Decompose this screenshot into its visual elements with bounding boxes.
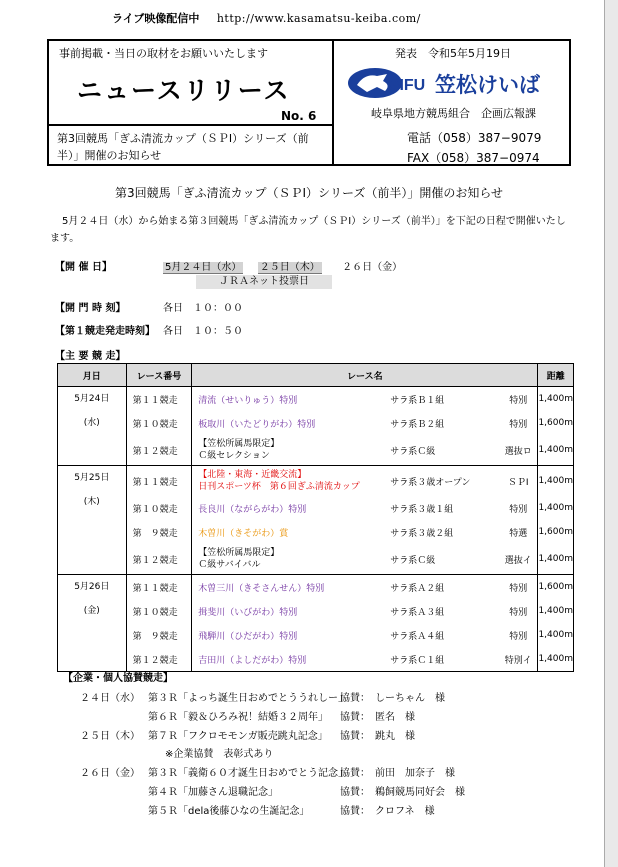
race-grade: 特別: [509, 395, 528, 406]
first-race-label: 【第１競走発走時刻】: [55, 326, 155, 337]
fax: FAX（058）387−0974: [407, 151, 540, 165]
race-distance: 1,400m: [538, 476, 573, 486]
race-class: サラ系Ｂ１組: [390, 395, 445, 406]
race-name: Ｃ級サバイバル: [198, 560, 261, 570]
race-class: サラ系Ｂ２組: [390, 419, 445, 430]
main-races-table: [57, 363, 574, 672]
sponsor-label: 【企業・個人協賛競走】: [63, 673, 173, 684]
race-name: 飛騨川（ひだがわ）特別: [198, 631, 298, 642]
race-grade: 特別イ: [504, 655, 532, 666]
race-grade: 特別: [509, 504, 528, 515]
race-name-block: [198, 547, 279, 571]
race-name: 清流（せいりゅう）特別: [198, 395, 298, 406]
first-race-value: 各日 １０：５０: [163, 326, 243, 337]
sponsor-by: 協賛： クロフネ 様: [340, 806, 435, 817]
race-number-cell: [126, 387, 192, 466]
race-distance: 1,400m: [538, 503, 573, 513]
date-cell: [58, 387, 127, 466]
race-grade: 特別: [509, 607, 528, 618]
sponsor-note: ※企業協賛 表彰式あり: [165, 749, 274, 760]
race-grade: 特別: [509, 583, 528, 594]
sponsor-by: 協賛： 跳丸 様: [340, 731, 415, 742]
date-3: ２６日（金）: [342, 262, 403, 273]
race-number: 第１１競走: [132, 583, 178, 594]
race-name: 木曽川（きそがわ）賞: [198, 528, 289, 539]
race-distance: 1,600m: [538, 418, 573, 428]
day-row-24: [58, 387, 574, 466]
release-subject: 第3回競馬「ぎふ清流カップ（ＳＰⅠ）シリーズ（前半）」開催のお知らせ: [57, 132, 309, 162]
race-number-cell: [126, 575, 192, 672]
race-class: サラ系Ｃ１組: [390, 655, 445, 666]
race-line: [192, 647, 537, 671]
day-row-25: [58, 466, 574, 575]
table-header-row: [58, 364, 574, 387]
race-name-cell: [192, 575, 538, 672]
race-name: 吉田川（よしだがわ）特別: [198, 655, 307, 666]
main-races-label: 【主 要 競 走】: [55, 351, 126, 362]
race-line: [192, 575, 537, 599]
date-1: 5月２４日（水）: [165, 262, 242, 273]
sponsor-by: 協賛： 匿名 様: [340, 712, 415, 723]
race-line: [192, 520, 537, 544]
race-name: 板取川（いたどりがわ）特別: [198, 419, 316, 430]
sponsor-by: 協賛： しーちゃん 様: [340, 693, 445, 704]
race-class: サラ系Ａ４組: [390, 631, 445, 642]
sponsor-race: 第３Ｒ「よっち誕生日おめでとううれしー」: [148, 693, 348, 704]
race-distance: 1,400m: [538, 445, 573, 455]
release-date: 発表 令和5年5月19日: [395, 47, 511, 60]
race-distance: 1,400m: [538, 654, 573, 664]
race-number: 第１０競走: [132, 504, 178, 515]
race-name: 揖斐川（いびがわ）特別: [198, 607, 298, 618]
race-line: [192, 466, 537, 496]
release-number: No. 6: [281, 109, 317, 123]
race-number-cell: [126, 466, 192, 575]
logo-text: 笠松けいば: [435, 73, 540, 97]
header-divider-horizontal: [49, 124, 332, 126]
race-line: [192, 387, 537, 411]
race-distance: 1,600m: [538, 527, 573, 537]
sponsor-by: 協賛： 前田 加奈子 様: [340, 768, 455, 779]
race-name-prefix: 【北陸・東海・近畿交流】: [198, 470, 307, 480]
race-class: サラ系Ｃ級: [390, 555, 436, 566]
day-weekday: (水): [83, 418, 100, 428]
date-2: ２５日（木）: [259, 262, 320, 273]
header-distance: 距離: [538, 364, 574, 387]
logo-prefix: GIFU: [387, 77, 426, 94]
race-line: [192, 599, 537, 623]
date-cell: [58, 466, 127, 575]
sponsor-by: 協賛： 鵜飼競馬同好会 様: [340, 787, 465, 798]
sponsor-race: 第３Ｒ「義衛６０才誕生日おめでとう記念」: [148, 768, 348, 779]
race-grade: 特選: [509, 528, 528, 539]
sponsor-day: ２５日（木）: [80, 731, 140, 742]
race-line: [192, 411, 537, 435]
race-distance: 1,600m: [538, 582, 573, 592]
day-date: 5月26日: [74, 582, 110, 592]
release-header-box: [47, 39, 571, 166]
race-name: 日刊スポーツ杯 第６回ぎふ清流カップ: [198, 482, 360, 492]
race-name: Ｃ級セレクション: [198, 451, 270, 461]
race-distance: 1,400m: [538, 554, 573, 564]
race-distance: 1,400m: [538, 394, 573, 404]
race-number: 第１１競走: [132, 395, 178, 406]
day-weekday: (木): [83, 497, 100, 507]
website-url[interactable]: http://www.kasamatsu-keiba.com/: [216, 12, 421, 25]
header-date: 月日: [58, 364, 127, 387]
live-label: ライブ映像配信中: [112, 12, 200, 25]
document-title: 第3回競馬「ぎふ清流カップ（ＳＰⅠ）シリーズ（前半）」開催のお知らせ: [114, 186, 504, 200]
header-race-name: レース名: [192, 364, 538, 387]
sponsor-race: 第７Ｒ「フクロモモンガ販売跳丸記念」: [148, 731, 328, 742]
kasamatsu-keiba-logo: [347, 67, 559, 99]
day-weekday: (金): [83, 606, 100, 616]
distance-cell: [538, 387, 574, 466]
race-number: 第１０競走: [132, 419, 178, 430]
race-name-cell: [192, 466, 538, 575]
page-shadow: [605, 0, 618, 867]
race-name-block: [198, 438, 279, 462]
race-class: サラ系３歳２組: [390, 528, 454, 539]
header-divider-vertical: [332, 41, 334, 164]
race-class: サラ系３歳オープン: [390, 477, 471, 488]
sponsor-race: 第５Ｒ「dela後藤ひなの生誕記念」: [148, 806, 310, 817]
phone: 電話（058）387−9079: [407, 131, 542, 145]
jra-note: ＪＲＡネット投票日: [196, 275, 332, 289]
distance-cell: [538, 466, 574, 575]
gate-open-label: 【開 門 時 刻】: [55, 303, 126, 314]
race-number: 第１１競走: [132, 477, 178, 488]
race-line: [192, 496, 537, 520]
race-line: [192, 435, 537, 465]
gate-open-value: 各日 １０：００: [163, 303, 243, 314]
race-number: 第 ９競走: [132, 528, 178, 539]
race-name-prefix: 【笠松所属馬限定】: [198, 439, 280, 449]
race-number: 第１２競走: [132, 655, 178, 666]
dates-label: 【開 催 日】: [55, 262, 112, 273]
header-race-number: レース番号: [126, 364, 192, 387]
race-grade: 選抜ロ: [504, 446, 532, 457]
race-number: 第１２競走: [132, 555, 178, 566]
sponsor-race: 第６Ｒ「毅＆ひろみ祝！結婚３２周年」: [148, 712, 328, 723]
race-number: 第１０競走: [132, 607, 178, 618]
race-name-prefix: 【笠松所属馬限定】: [198, 548, 280, 558]
press-note: 事前掲載・当日の取材をお願いいたします: [59, 47, 268, 60]
sponsor-race: 第４Ｒ「加藤さん退職記念」: [148, 787, 278, 798]
race-grade: 特別: [509, 631, 528, 642]
race-class: サラ系Ａ３組: [390, 607, 445, 618]
race-class: サラ系３歳１組: [390, 504, 454, 515]
release-title: ニュースリリース: [77, 76, 291, 105]
race-number: 第１２競走: [132, 446, 178, 457]
race-number: 第 ９競走: [132, 631, 178, 642]
race-line: [192, 544, 537, 574]
race-name-cell: [192, 387, 538, 466]
race-class: サラ系Ｃ級: [390, 446, 436, 457]
sponsor-day: ２４日（水）: [80, 693, 140, 704]
dates-values: [163, 258, 402, 273]
day-row-26: [58, 575, 574, 672]
live-stream-line: [112, 10, 421, 26]
race-grade: 特別: [509, 419, 528, 430]
day-date: 5月25日: [74, 473, 110, 483]
sponsor-day: ２６日（金）: [80, 768, 140, 779]
race-grade: ＳＰⅠ: [507, 477, 529, 488]
day-date: 5月24日: [74, 394, 110, 404]
organization: 岐阜県地方競馬組合 企画広報課: [371, 107, 536, 120]
distance-cell: [538, 575, 574, 672]
date-cell: [58, 575, 127, 672]
race-class: サラ系Ａ２組: [390, 583, 445, 594]
race-name: 長良川（ながらがわ）特別: [198, 504, 307, 515]
intro-paragraph: 5月２４日（水）から始まる第３回競馬「ぎふ清流カップ（ＳＰⅠ）シリーズ（前半）」を下記の日程で開催いたします。: [50, 216, 566, 244]
race-name-block: [198, 469, 360, 493]
race-line: [192, 623, 537, 647]
race-name: 木曽三川（きそさんせん）特別: [198, 583, 325, 594]
race-distance: 1,400m: [538, 606, 573, 616]
race-distance: 1,400m: [538, 630, 573, 640]
race-grade: 選抜イ: [504, 555, 532, 566]
